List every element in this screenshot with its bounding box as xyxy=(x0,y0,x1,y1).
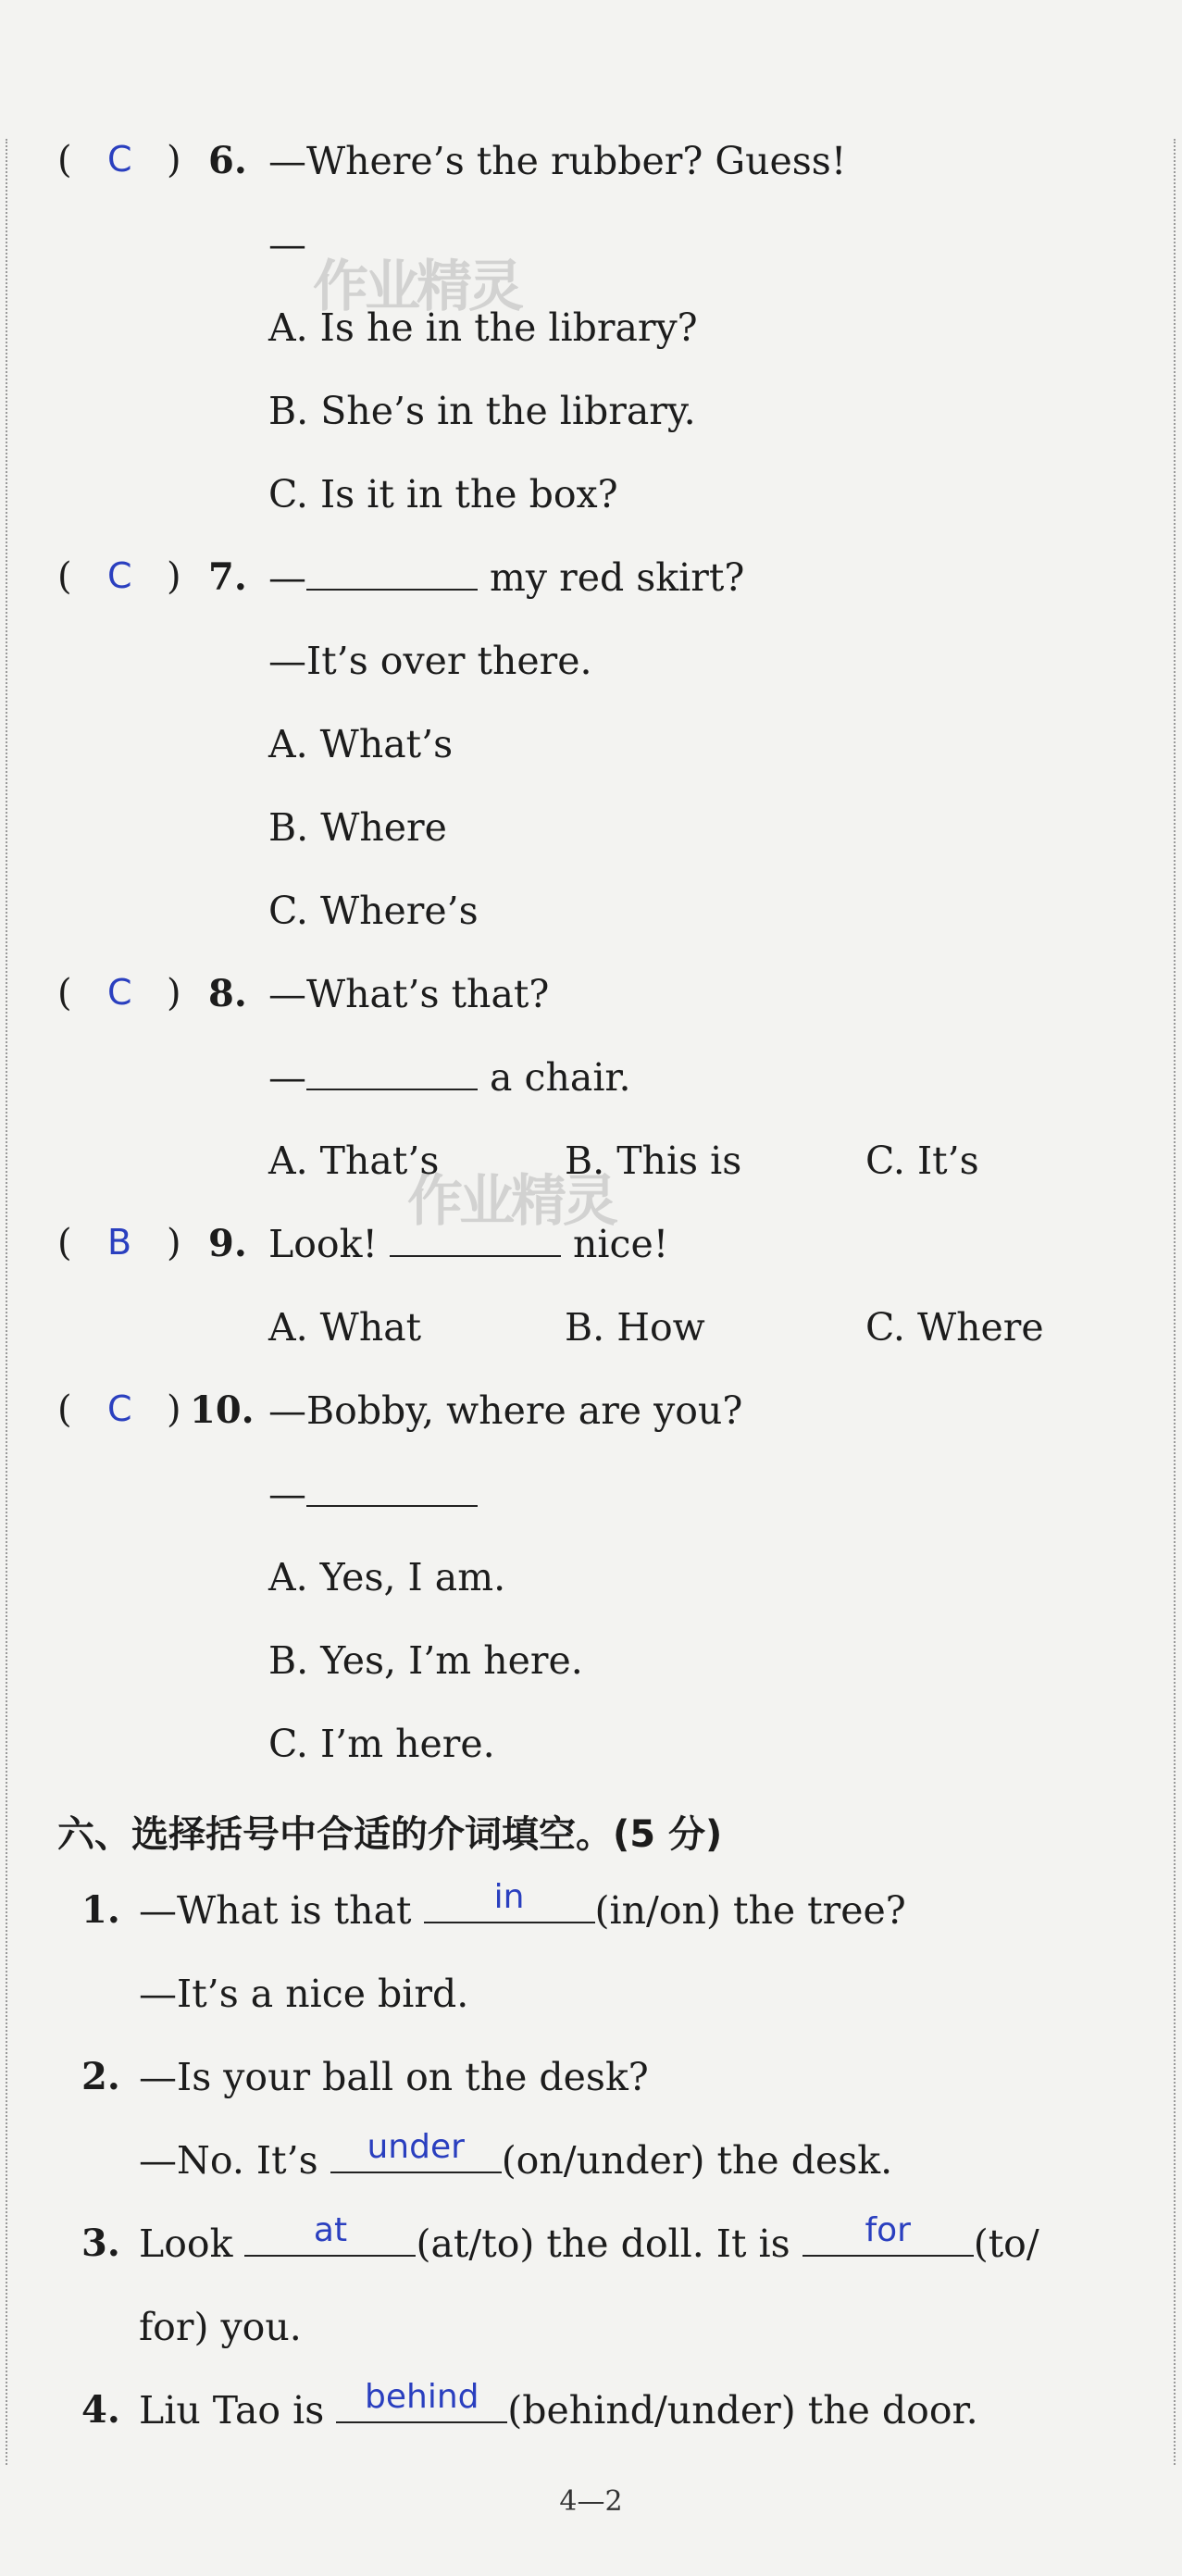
item-text: Look at (at/to) the doll. It is for (to/ xyxy=(139,2211,1039,2266)
watermark-top: 作业精灵 xyxy=(313,255,520,319)
question-line2: —It’s over there. xyxy=(268,639,592,683)
answer-blank[interactable] xyxy=(244,2211,416,2257)
answer-mark: C xyxy=(107,972,132,1013)
option-b: B. This is xyxy=(565,1139,742,1183)
answer-paren-close: ) xyxy=(167,139,181,181)
option-b: B. Yes, I’m here. xyxy=(268,1638,583,1683)
filled-answer-2: for xyxy=(865,2211,911,2249)
item-line2: for) you. xyxy=(139,2305,302,2349)
option-a: A. Is he in the library? xyxy=(268,305,698,350)
page-number: 4—2 xyxy=(559,2485,623,2518)
answer-paren-close: ) xyxy=(167,1388,181,1431)
item-text: Liu Tao is behind (behind/under) the door. xyxy=(139,2378,978,2433)
option-a: A. That’s xyxy=(268,1139,440,1183)
answer-paren-close: ) xyxy=(167,555,181,598)
answer-blank[interactable] xyxy=(336,2378,507,2423)
answer-blank[interactable] xyxy=(306,1474,478,1507)
answer-blank[interactable] xyxy=(306,557,478,591)
item-number: 1. xyxy=(81,1888,120,1932)
option-c: C. I’m here. xyxy=(268,1722,495,1766)
option-c: C. Is it in the box? xyxy=(268,472,618,516)
answer-paren-open: ( xyxy=(57,1222,72,1264)
watermark-middle: 作业精灵 xyxy=(407,1169,615,1234)
option-a: A. What’s xyxy=(268,722,454,766)
filled-answer: at xyxy=(313,2211,348,2249)
right-dotted-margin xyxy=(1174,139,1176,2465)
answer-paren-open: ( xyxy=(57,555,72,598)
option-c: C. It’s xyxy=(865,1139,979,1183)
question-stem: —Where’s the rubber? Guess! xyxy=(268,139,847,183)
filled-answer: in xyxy=(493,1878,525,1916)
answer-mark: C xyxy=(107,555,132,596)
option-b: B. She’s in the library. xyxy=(268,389,696,433)
question-number: 7. xyxy=(208,555,247,599)
section-6-title: 六、选择括号中合适的介词填空。(5 分) xyxy=(57,1813,723,1856)
question-number: 9. xyxy=(208,1222,247,1265)
answer-blank[interactable] xyxy=(306,1057,478,1090)
question-stem: —What’s that? xyxy=(268,972,550,1016)
answer-paren-close: ) xyxy=(167,1222,181,1264)
left-dotted-margin xyxy=(6,139,7,2465)
answer-mark: B xyxy=(107,1222,132,1263)
answer-blank[interactable] xyxy=(424,1878,595,1923)
filled-answer: under xyxy=(367,2128,465,2166)
item-number: 4. xyxy=(81,2388,120,2432)
filled-answer: behind xyxy=(365,2378,479,2416)
option-a: A. What xyxy=(268,1305,422,1350)
question-line2: — xyxy=(268,222,306,267)
option-c: C. Where’s xyxy=(268,889,479,933)
answer-mark: C xyxy=(107,1388,132,1429)
item-number: 2. xyxy=(81,2055,120,2098)
question-stem: — my red skirt? xyxy=(268,555,745,600)
question-stem: —Bobby, where are you? xyxy=(268,1388,743,1433)
answer-mark: C xyxy=(107,139,132,180)
option-a: A. Yes, I am. xyxy=(268,1555,506,1599)
question-line2: — xyxy=(268,1472,478,1516)
option-b: B. How xyxy=(565,1305,705,1350)
answer-paren-open: ( xyxy=(57,972,72,1014)
item-line2: —No. It’s under (on/under) the desk. xyxy=(139,2128,893,2183)
answer-blank-2[interactable] xyxy=(803,2211,974,2257)
question-stem: Look! nice! xyxy=(268,1222,669,1266)
answer-paren-close: ) xyxy=(167,972,181,1014)
item-number: 3. xyxy=(81,2221,120,2265)
answer-paren-open: ( xyxy=(57,1388,72,1431)
answer-blank[interactable] xyxy=(330,2128,502,2173)
question-number: 6. xyxy=(208,139,247,182)
item-text: —Is your ball on the desk? xyxy=(139,2055,649,2099)
item-line2: —It’s a nice bird. xyxy=(139,1972,469,2016)
answer-blank[interactable] xyxy=(390,1224,561,1257)
option-c: C. Where xyxy=(865,1305,1044,1350)
item-text: —What is that in (in/on) the tree? xyxy=(139,1878,906,1933)
question-number: 8. xyxy=(208,972,247,1015)
option-b: B. Where xyxy=(268,805,447,850)
answer-paren-open: ( xyxy=(57,139,72,181)
question-number: 10. xyxy=(190,1388,255,1432)
question-line2: — a chair. xyxy=(268,1055,631,1100)
